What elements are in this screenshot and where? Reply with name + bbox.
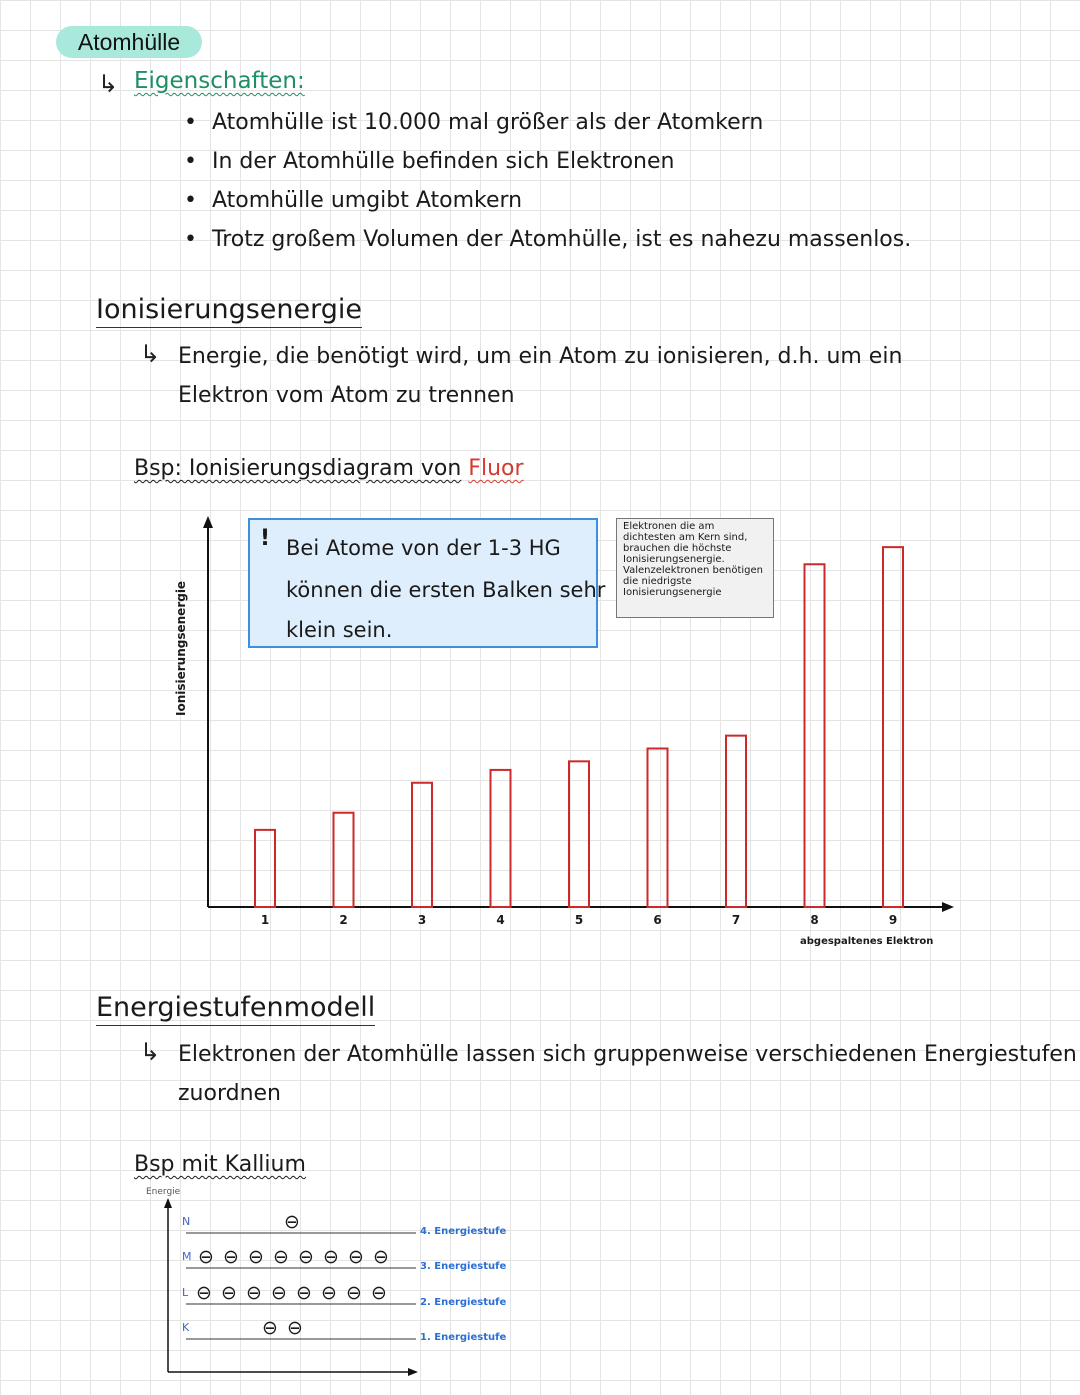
x-tick-label: 4 xyxy=(496,913,505,927)
electron-icon: ⊖ xyxy=(198,1246,214,1268)
x-tick-label: 6 xyxy=(653,913,662,927)
energiestufen-heading: Energiestufenmodell xyxy=(96,992,375,1026)
electron-icon: ⊖ xyxy=(323,1246,339,1268)
ionisierung-definition-2: Elektron vom Atom zu trennen xyxy=(178,383,515,408)
bullet-text: Atomhülle umgibt Atomkern xyxy=(212,188,523,213)
chart-example-element: Fluor xyxy=(468,456,524,481)
bullet-dot: • xyxy=(184,110,197,135)
x-tick-label: 2 xyxy=(339,913,348,927)
bullet-dot: • xyxy=(184,149,197,174)
bullet-dot: • xyxy=(184,227,197,252)
hook-arrow-icon: ↳ xyxy=(140,340,161,368)
electron-icon: ⊖ xyxy=(346,1282,362,1304)
energy-level-label: 2. Energiestufe xyxy=(420,1297,507,1308)
shell-letter: M xyxy=(182,1250,192,1263)
chart-bar xyxy=(726,736,746,907)
x-tick-label: 1 xyxy=(260,913,270,927)
warning-icon: ! xyxy=(260,526,271,551)
energiestufen-example: Bsp mit Kallium xyxy=(134,1152,306,1177)
energy-x-axis-arrow-icon xyxy=(408,1368,418,1376)
energiestufen-definition-1: Elektronen der Atomhülle lassen sich gruppenweise verschiedenen Energiestufen xyxy=(178,1042,1077,1067)
bullet-text: Trotz großem Volumen der Atomhülle, ist es nahezu massenlos. xyxy=(212,227,912,252)
electron-icon: ⊖ xyxy=(246,1282,262,1304)
bullet-text: In der Atomhülle befinden sich Elektronen xyxy=(212,149,675,174)
shell-letter: L xyxy=(182,1286,189,1299)
shell-letter: K xyxy=(182,1321,190,1334)
hook-arrow-icon: ↳ xyxy=(98,70,119,98)
energy-level-label: 4. Energiestufe xyxy=(420,1226,507,1237)
chart-bar xyxy=(648,748,668,907)
energiestufen-definition-2: zuordnen xyxy=(178,1081,281,1106)
bullet-text: Atomhülle ist 10.000 mal größer als der Atomkern xyxy=(212,110,764,135)
y-axis-arrow-icon xyxy=(203,516,213,528)
bullet-dot: • xyxy=(184,188,197,213)
page-title: Atomhülle xyxy=(56,26,202,58)
electron-icon: ⊖ xyxy=(287,1317,303,1339)
electron-icon: ⊖ xyxy=(296,1282,312,1304)
x-tick-label: 8 xyxy=(810,913,819,927)
energy-axis-label: Energie xyxy=(146,1187,181,1197)
x-tick-label: 9 xyxy=(888,913,898,927)
ionisierung-heading: Ionisierungsenergie xyxy=(96,294,362,328)
electron-icon: ⊖ xyxy=(223,1246,239,1268)
chart-bar xyxy=(805,564,825,907)
electron-icon: ⊖ xyxy=(273,1246,289,1268)
chart-bar xyxy=(491,770,511,907)
note-line: klein sein. xyxy=(286,618,393,642)
chart-bar xyxy=(334,813,354,907)
energy-axis-arrow-icon xyxy=(164,1198,172,1208)
note-line: können die ersten Balken sehr xyxy=(286,578,606,602)
chart-bar xyxy=(883,547,903,907)
note-line: Bei Atome von der 1-3 HG xyxy=(286,536,561,560)
electron-icon: ⊖ xyxy=(248,1246,264,1268)
energy-level-label: 3. Energiestufe xyxy=(420,1261,507,1272)
electron-icon: ⊖ xyxy=(271,1282,287,1304)
electron-icon: ⊖ xyxy=(348,1246,364,1268)
chart-example-prefix: Bsp: Ionisierungsdiagram von xyxy=(134,456,462,481)
eigenschaften-label: Eigenschaften: xyxy=(134,68,305,94)
chart-bar xyxy=(412,783,432,907)
x-tick-label: 3 xyxy=(417,913,427,927)
electron-icon: ⊖ xyxy=(221,1282,237,1304)
shell-letter: N xyxy=(182,1215,191,1228)
hook-arrow-icon: ↳ xyxy=(140,1038,161,1066)
x-tick-label: 7 xyxy=(731,913,741,927)
electron-icon: ⊖ xyxy=(371,1282,387,1304)
note-box xyxy=(248,518,606,648)
chart-bar xyxy=(569,761,589,907)
chart-xlabel: abgespaltenes Elektron xyxy=(800,936,934,947)
chart-ylabel: Ionisierungsenergie xyxy=(174,580,188,716)
gray-note: Elektronen die am dichtesten am Kern sind, brauchen die höchste Ionisierungsenergie. Valenzelektronen benötigen die niedrigste Ionisierungsenergie xyxy=(616,518,774,618)
electron-icon: ⊖ xyxy=(373,1246,389,1268)
chart-bar xyxy=(255,830,275,907)
electron-icon: ⊖ xyxy=(321,1282,337,1304)
x-tick-label: 5 xyxy=(574,913,584,927)
electron-icon: ⊖ xyxy=(284,1211,300,1233)
x-axis-arrow-icon xyxy=(942,902,954,912)
electron-icon: ⊖ xyxy=(298,1246,314,1268)
energy-level-label: 1. Energiestufe xyxy=(420,1332,507,1343)
ionisierung-definition-1: Energie, die benötigt wird, um ein Atom zu ionisieren, d.h. um ein xyxy=(178,344,903,369)
electron-icon: ⊖ xyxy=(262,1317,278,1339)
electron-icon: ⊖ xyxy=(196,1282,212,1304)
